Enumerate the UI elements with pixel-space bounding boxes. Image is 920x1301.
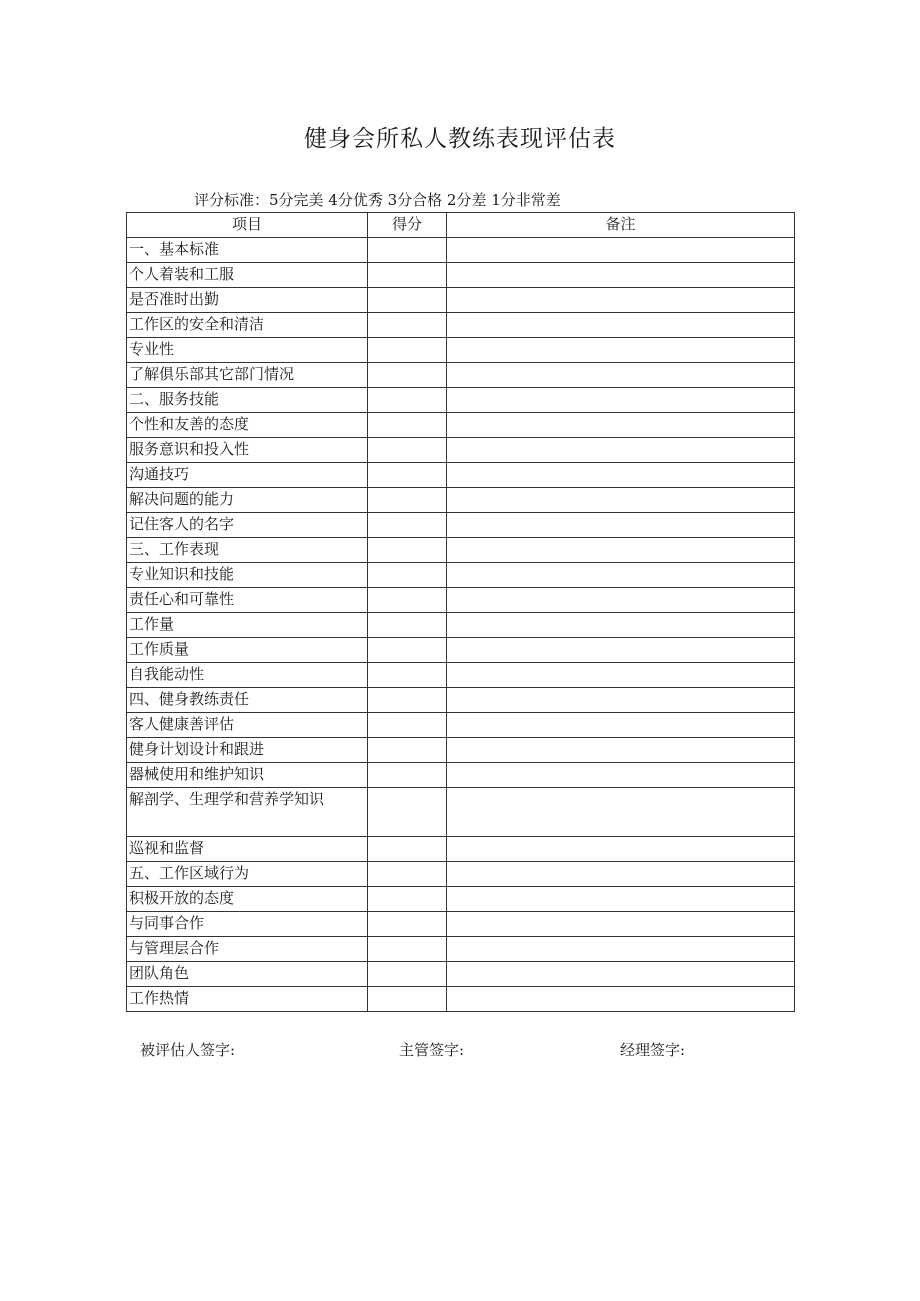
table-row	[127, 887, 795, 912]
table-row	[127, 937, 795, 962]
row-item-cell: 解剖学、生理学和营养学知识	[127, 788, 368, 837]
row-score-cell[interactable]	[368, 937, 447, 962]
row-remark-cell[interactable]	[447, 488, 795, 513]
row-item-cell: 器械使用和维护知识	[127, 763, 368, 788]
table-row	[127, 513, 795, 538]
row-item-cell: 二、服务技能	[127, 388, 368, 413]
table-row	[127, 613, 795, 638]
row-remark-cell[interactable]	[447, 288, 795, 313]
table-row	[127, 338, 795, 363]
header-remark: 备注	[447, 213, 795, 238]
row-remark-cell[interactable]	[447, 388, 795, 413]
row-item-cell: 专业知识和技能	[127, 563, 368, 588]
row-item-cell: 五、工作区域行为	[127, 862, 368, 887]
row-score-cell[interactable]	[368, 688, 447, 713]
row-remark-cell[interactable]	[447, 638, 795, 663]
row-score-cell[interactable]	[368, 738, 447, 763]
row-remark-cell[interactable]	[447, 588, 795, 613]
row-score-cell[interactable]	[368, 613, 447, 638]
row-score-cell[interactable]	[368, 713, 447, 738]
row-remark-cell[interactable]	[447, 313, 795, 338]
table-row	[127, 738, 795, 763]
row-score-cell[interactable]	[368, 638, 447, 663]
row-score-cell[interactable]	[368, 588, 447, 613]
row-remark-cell[interactable]	[447, 613, 795, 638]
row-remark-cell[interactable]	[447, 962, 795, 987]
row-item-cell: 自我能动性	[127, 663, 368, 688]
table-body	[127, 238, 795, 1012]
row-remark-cell[interactable]	[447, 513, 795, 538]
row-remark-cell[interactable]	[447, 263, 795, 288]
row-score-cell[interactable]	[368, 887, 447, 912]
row-item-cell: 团队角色	[127, 962, 368, 987]
row-score-cell[interactable]	[368, 513, 447, 538]
table-row	[127, 837, 795, 862]
scoring-criteria: 评分标准：5分完美 4分优秀 3分合格 2分差 1分非常差	[194, 191, 561, 209]
row-remark-cell[interactable]	[447, 837, 795, 862]
table-row	[127, 638, 795, 663]
row-remark-cell[interactable]	[447, 338, 795, 363]
row-item-cell: 个人着装和工服	[127, 263, 368, 288]
table-row	[127, 962, 795, 987]
table-row	[127, 713, 795, 738]
row-remark-cell[interactable]	[447, 688, 795, 713]
row-score-cell[interactable]	[368, 388, 447, 413]
row-remark-cell[interactable]	[447, 862, 795, 887]
row-score-cell[interactable]	[368, 488, 447, 513]
row-score-cell[interactable]	[368, 338, 447, 363]
row-score-cell[interactable]	[368, 313, 447, 338]
table-row	[127, 862, 795, 887]
row-item-cell: 积极开放的态度	[127, 887, 368, 912]
row-score-cell[interactable]	[368, 288, 447, 313]
row-item-cell: 与同事合作	[127, 912, 368, 937]
row-item-cell: 记住客人的名字	[127, 513, 368, 538]
table-row	[127, 388, 795, 413]
row-score-cell[interactable]	[368, 463, 447, 488]
row-item-cell: 了解俱乐部其它部门情况	[127, 363, 368, 388]
header-score: 得分	[368, 213, 447, 238]
supervisor-signature-label: 主管签字:	[399, 1041, 465, 1059]
table-row	[127, 263, 795, 288]
row-score-cell[interactable]	[368, 912, 447, 937]
table-row	[127, 313, 795, 338]
table-row	[127, 538, 795, 563]
table-row	[127, 438, 795, 463]
table-row	[127, 363, 795, 388]
row-score-cell[interactable]	[368, 788, 447, 837]
row-item-cell: 沟通技巧	[127, 463, 368, 488]
table-row	[127, 488, 795, 513]
row-item-cell: 一、基本标准	[127, 238, 368, 263]
row-score-cell[interactable]	[368, 363, 447, 388]
row-remark-cell[interactable]	[447, 713, 795, 738]
row-remark-cell[interactable]	[447, 788, 795, 837]
row-remark-cell[interactable]	[447, 887, 795, 912]
row-score-cell[interactable]	[368, 962, 447, 987]
row-item-cell: 与管理层合作	[127, 937, 368, 962]
row-remark-cell[interactable]	[447, 538, 795, 563]
row-score-cell[interactable]	[368, 987, 447, 1012]
row-item-cell: 个性和友善的态度	[127, 413, 368, 438]
row-score-cell[interactable]	[368, 563, 447, 588]
row-score-cell[interactable]	[368, 862, 447, 887]
row-score-cell[interactable]	[368, 438, 447, 463]
row-score-cell[interactable]	[368, 663, 447, 688]
table-row	[127, 912, 795, 937]
row-score-cell[interactable]	[368, 263, 447, 288]
row-item-cell: 责任心和可靠性	[127, 588, 368, 613]
table-row	[127, 238, 795, 263]
row-remark-cell[interactable]	[447, 987, 795, 1012]
row-remark-cell[interactable]	[447, 937, 795, 962]
row-remark-cell[interactable]	[447, 463, 795, 488]
row-item-cell: 工作热情	[127, 987, 368, 1012]
row-remark-cell[interactable]	[447, 413, 795, 438]
table-row	[127, 663, 795, 688]
evaluation-table	[126, 212, 795, 1012]
row-remark-cell[interactable]	[447, 563, 795, 588]
row-item-cell: 专业性	[127, 338, 368, 363]
row-item-cell: 工作区的安全和清洁	[127, 313, 368, 338]
table-row	[127, 788, 795, 837]
row-remark-cell[interactable]	[447, 438, 795, 463]
row-remark-cell[interactable]	[447, 663, 795, 688]
row-item-cell: 客人健康善评估	[127, 713, 368, 738]
table-row	[127, 288, 795, 313]
table-row	[127, 987, 795, 1012]
row-remark-cell[interactable]	[447, 912, 795, 937]
manager-signature-label: 经理签字:	[620, 1041, 686, 1059]
row-score-cell[interactable]	[368, 837, 447, 862]
table-row	[127, 763, 795, 788]
row-item-cell: 三、工作表现	[127, 538, 368, 563]
table-header-row	[127, 213, 795, 238]
row-remark-cell[interactable]	[447, 763, 795, 788]
row-item-cell: 解决问题的能力	[127, 488, 368, 513]
row-score-cell[interactable]	[368, 238, 447, 263]
row-item-cell: 工作量	[127, 613, 368, 638]
table-row	[127, 688, 795, 713]
page-title: 健身会所私人教练表现评估表	[304, 126, 616, 152]
table-row	[127, 588, 795, 613]
row-remark-cell[interactable]	[447, 363, 795, 388]
row-score-cell[interactable]	[368, 413, 447, 438]
row-score-cell[interactable]	[368, 763, 447, 788]
row-item-cell: 是否准时出勤	[127, 288, 368, 313]
table-row	[127, 413, 795, 438]
table-row	[127, 563, 795, 588]
table-row	[127, 463, 795, 488]
header-item: 项目	[127, 213, 368, 238]
row-item-cell: 四、健身教练责任	[127, 688, 368, 713]
evaluee-signature-label: 被评估人签字:	[140, 1041, 236, 1059]
row-item-cell: 工作质量	[127, 638, 368, 663]
row-score-cell[interactable]	[368, 538, 447, 563]
row-remark-cell[interactable]	[447, 738, 795, 763]
row-item-cell: 巡视和监督	[127, 837, 368, 862]
row-remark-cell[interactable]	[447, 238, 795, 263]
row-item-cell: 服务意识和投入性	[127, 438, 368, 463]
row-item-cell: 健身计划设计和跟进	[127, 738, 368, 763]
